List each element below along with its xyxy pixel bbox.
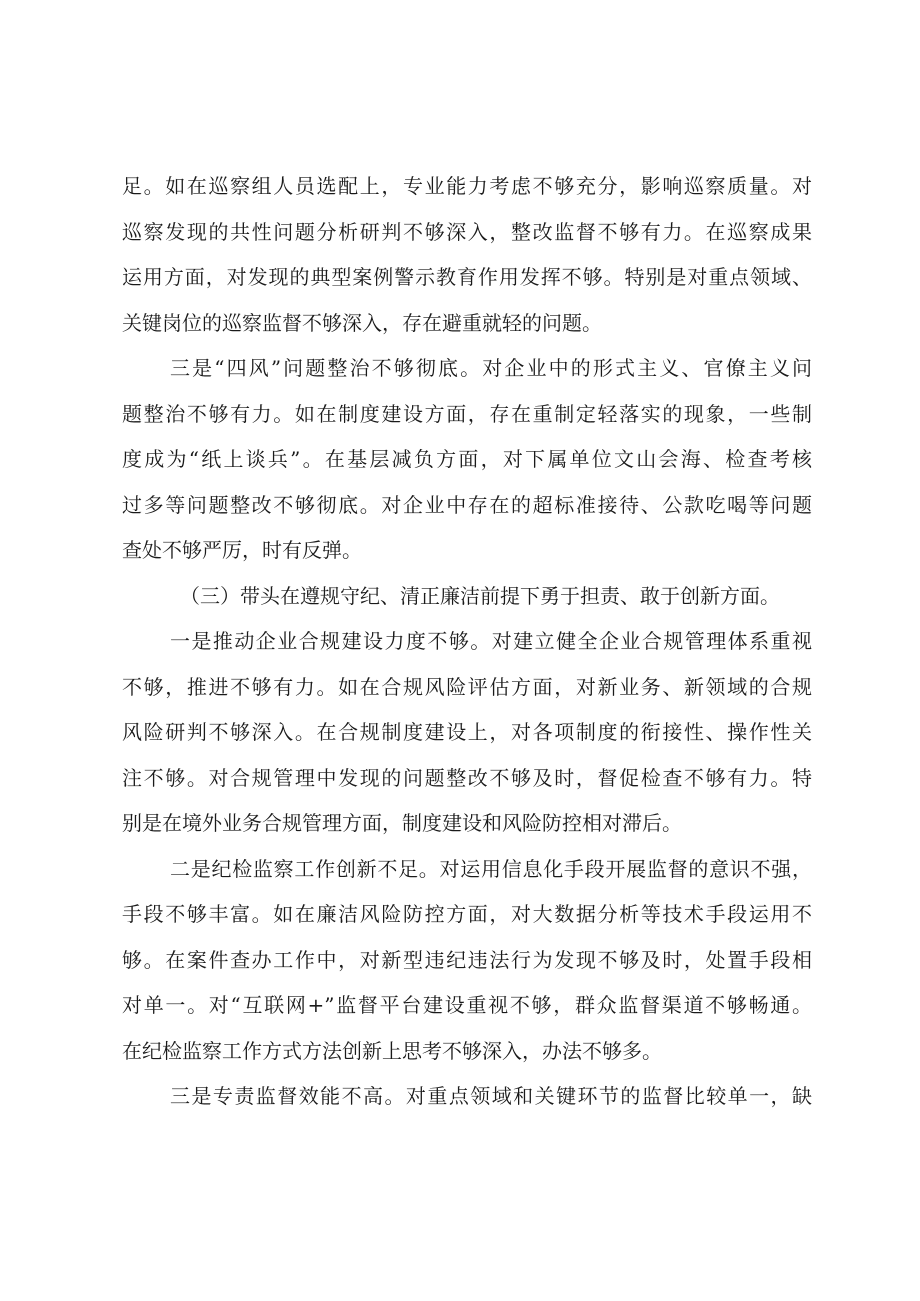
text-line: 手段不够丰富。如在廉洁风险防控方面，对大数据分析等技术手段运用不: [122, 902, 812, 926]
text-line: 足。如在巡察组人员选配上，专业能力考虑不够充分，影响巡察质量。对: [122, 174, 812, 198]
text-line: 注不够。对合规管理中发现的问题整改不够及时，督促检查不够有力。特: [122, 765, 812, 790]
section-heading: [122, 574, 812, 620]
text-line: 一是推动企业合规建设力度不够。对建立健全企业合规管理体系重视: [170, 629, 812, 653]
text-line: 三是专责监督效能不高。对重点领域和关键环节的监督比较单一，缺: [170, 1084, 812, 1108]
text-line: 过多等问题整改不够彻底。对企业中存在的超标准接待、公款吃喝等问题: [122, 492, 812, 517]
text-line: 巡察发现的共性问题分析研判不够深入，整改监督不够有力。在巡察成果: [122, 219, 812, 244]
paragraph-supervision: [122, 1074, 812, 1120]
section-heading-text: （三）带头在遵规守纪、清正廉洁前提下勇于担责、敢于创新方面。: [180, 583, 780, 608]
text-line: 三是“四风”问题整治不够彻底。对企业中的形式主义、官僚主义问: [170, 356, 812, 380]
text-line: 不够，推进不够有力。如在合规风险评估方面，对新业务、新领域的合规: [122, 674, 812, 699]
text-line: 查处不够严厉，时有反弹。: [122, 538, 362, 562]
document-body: [122, 164, 812, 1120]
paragraph-innovation: [122, 847, 812, 1075]
text-line: 风险研判不够深入。在合规制度建设上，对各项制度的衔接性、操作性关: [122, 720, 812, 744]
paragraph-four-styles: [122, 346, 812, 574]
text-line: 题整治不够有力。如在制度建设方面，存在重制定轻落实的现象，一些制: [122, 401, 812, 426]
text-line: 对单一。对“互联网+”监督平台建设重视不够，群众监督渠道不够畅通。: [122, 993, 812, 1017]
text-line: 在纪检监察工作方式方法创新上思考不够深入，办法不够多。: [122, 1038, 662, 1063]
text-line: 运用方面，对发现的典型案例警示教育作用发挥不够。特别是对重点领域、: [122, 265, 812, 289]
text-line: 够。在案件查办工作中，对新型违纪违法行为发现不够及时，处置手段相: [122, 947, 812, 972]
text-line: 别是在境外业务合规管理方面，制度建设和风险防控相对滞后。: [122, 811, 682, 835]
text-line: 度成为“纸上谈兵”。在基层减负方面，对下属单位文山会海、检查考核: [122, 447, 812, 471]
text-line: 关键岗位的巡察监督不够深入，存在避重就轻的问题。: [122, 310, 602, 335]
text-line: 二是纪检监察工作创新不足。对运用信息化手段开展监督的意识不强，: [170, 856, 812, 881]
paragraph-compliance: [122, 619, 812, 847]
paragraph-continuation: [122, 164, 812, 346]
